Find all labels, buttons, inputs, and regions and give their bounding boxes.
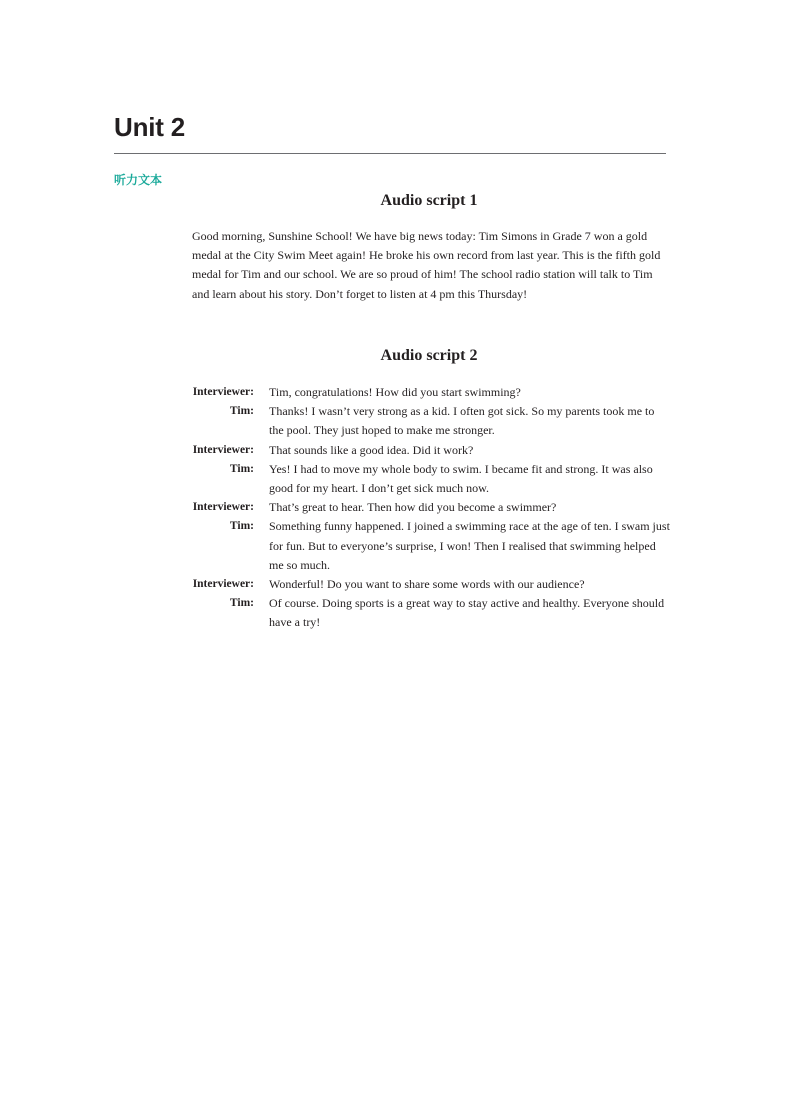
dialogue-row [150, 594, 670, 632]
dialogue-row [150, 441, 670, 460]
dialogue-line: Wonderful! Do you want to share some words with our audience? [269, 577, 585, 592]
dialogue-line: Tim, congratulations! How did you start swimming? [269, 385, 521, 399]
speaker-label: Tim: [229, 520, 254, 533]
speaker-label: Tim: [229, 405, 254, 418]
audio-script-1-text: Good morning, Sunshine School! We have big news today: Tim Simons in Grade 7 won a gold medal at the City Swim Meet again! He broke his own record from last year. This is the fifth gold medal for Tim and our school. We are so proud of him! The school radio station will talk to Tim and learn about his story. Don’t forget to listen at 4 pm this Thursday! [192, 229, 661, 301]
audio-script-2-heading: Audio script 2 [380, 347, 478, 364]
title-divider [114, 153, 666, 154]
speaker-label: Interviewer: [192, 501, 254, 514]
audio-script-1-heading: Audio script 1 [380, 192, 478, 209]
dialogue-row [150, 402, 670, 440]
speaker-label: Tim: [229, 462, 254, 475]
section-tag: 听力文本 [114, 173, 163, 187]
speaker-label: Interviewer: [192, 386, 254, 398]
dialogue-line: Of course. Doing sports is a great way to stay active and healthy. Everyone should have a try! [269, 596, 665, 630]
dialogue-row [150, 575, 670, 594]
dialogue-line: Yes! I had to move my whole body to swim. I became fit and strong. It was also good for my heart. I don’t get sick much now. [269, 461, 653, 496]
dialogue-line: Something funny happened. I joined a swimming race at the age of ten. I swam just for fun. But to everyone’s surprise, I won! Then I realised that swimming helped me so much. [269, 519, 670, 572]
dialogue-line: That sounds like a good idea. Did it work? [269, 442, 474, 457]
speaker-label: Interviewer: [192, 443, 254, 456]
dialogue-line: That’s great to hear. Then how did you become a swimmer? [269, 500, 557, 515]
speaker-label: Tim: [229, 597, 254, 610]
dialogue-row [150, 383, 670, 402]
dialogue-row [150, 498, 670, 517]
speaker-label: Interviewer: [192, 578, 254, 591]
unit-title: Unit 2 [114, 112, 186, 142]
dialogue-line: Thanks! I wasn’t very strong as a kid. I often got sick. So my parents took me to the pool. They just hoped to make me stronger. [269, 404, 655, 438]
dialogue-row [150, 517, 670, 575]
dialogue-row [150, 460, 670, 498]
interview-dialogue [150, 383, 670, 633]
